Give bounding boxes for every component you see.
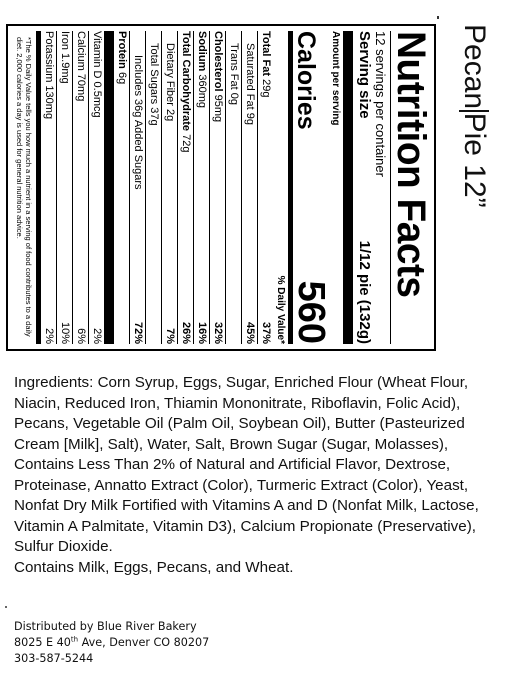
nutrient-amount: 0g (228, 92, 240, 105)
vitamin-amount: 70mg (75, 73, 87, 102)
product-title (457, 24, 491, 208)
nutrient-dv: 16% (196, 321, 208, 344)
ingredients-line: Vitamin A Palmitate, Vitamin D3), Calcium Propionate (Preservative), (14, 517, 477, 535)
vitamin-amount: 0.5mcg (91, 81, 103, 118)
vitamin-amount: 130mg (43, 85, 55, 120)
nutrient-label: Includes 36g Added Sugars (132, 55, 144, 190)
servings-per-container: 12 servings per container (373, 31, 388, 177)
distributor-block (14, 619, 314, 667)
nutrient-label: Dietary Fiber (164, 43, 176, 106)
nutrient-row-sodium (194, 31, 210, 344)
serving-size-row (353, 31, 373, 344)
nutrient-dv: 37% (260, 321, 272, 344)
nutrient-label: Protein (116, 31, 128, 69)
nutrient-amount: 29g (260, 79, 272, 98)
ingredients-line: Nonfat Dry Milk Fortified with Vitamins A and D (Nonfat Milk, Lactose, (14, 497, 479, 514)
nutrient-amount: 2g (164, 109, 176, 122)
footnote-text: *The % Daily Value tells you how much a nutrient in a serving of food contributes to a daily diet. 2,000 calories a day is used for general nutrition advice. (15, 37, 33, 337)
vitamin-label: Vitamin D (91, 31, 103, 79)
allergen-statement: Contains Milk, Eggs, Pecans, and Wheat. (14, 558, 294, 576)
ingredients-line: Niacin, Reduced Iron, Thiamin Mononitrate, Riboflavin, Folic Acid), (14, 394, 461, 412)
nutrient-label: Sodium (196, 31, 208, 72)
vitamin-amount: 1.9mg (59, 53, 71, 84)
vitamin-row-calcium (73, 31, 89, 344)
nutrient-dv: 45% (244, 321, 256, 344)
corner-tick (437, 16, 439, 19)
ingredients-line: Contains Less Than 2% of Natural and Artificial Flavor, Dextrose, (14, 456, 451, 473)
product-title-region (437, 24, 497, 274)
ingredients-line: Sulfur Dioxide. (14, 538, 113, 555)
ingredients-line: Cream [Milk], Salt), Water, Salt, Brown Sugar (Sugar, Molasses), (14, 435, 449, 453)
ingredients-block (14, 373, 506, 578)
nutrition-facts-panel (6, 24, 436, 351)
vitamin-label: Potassium (43, 31, 55, 83)
vitamin-label: Calcium (75, 31, 87, 71)
nutrient-row-saturated-fat (242, 31, 258, 344)
corner-mark (5, 606, 7, 608)
address-number: 8025 E 40 (14, 636, 71, 649)
vitamin-row-potassium (41, 31, 57, 344)
vitamin-dv: 6% (75, 328, 87, 344)
nutrient-label: Total Sugars (148, 43, 160, 105)
nutrition-facts-title: Nutrition Facts (389, 31, 433, 298)
nutrient-row-added-sugars (130, 31, 146, 344)
nutrient-amount: 37g (148, 107, 160, 126)
product-name-part1: Pecan (458, 24, 491, 110)
vitamin-dv: 2% (91, 328, 103, 344)
distributor-phone: 303-587-5244 (14, 652, 94, 665)
distributor-address (14, 635, 314, 651)
calories-row (290, 31, 332, 344)
title-divider (459, 110, 489, 112)
calories-value: 560 (290, 280, 332, 344)
vitamin-label: Iron (59, 31, 71, 50)
nutrition-label-region (6, 24, 436, 351)
vitamin-dv: 10% (59, 321, 71, 344)
nutrient-label: Trans Fat (228, 43, 240, 90)
nutrient-dv: 72% (132, 321, 144, 344)
address-rest: Ave, Denver CO 80207 (78, 636, 210, 649)
nutrient-row-dietary-fiber (162, 31, 178, 344)
vitamin-dv: 2% (43, 328, 55, 344)
nutrient-row-total-fat (258, 31, 273, 344)
nutrient-label: Total Carbohydrate (180, 31, 192, 132)
daily-value-header: % Daily Value* (275, 275, 286, 344)
nutrient-label: Total Fat (260, 31, 272, 77)
vitamin-row-vitamin-d (89, 31, 104, 344)
nutrient-amount: 6g (116, 71, 128, 85)
nutrient-row-total-sugars (146, 31, 162, 344)
nutrient-row-cholesterol (210, 31, 226, 344)
vitamin-row-iron (57, 31, 73, 344)
nutrient-label: Saturated Fat (244, 43, 256, 110)
amount-per-serving: Amount per serving (330, 31, 341, 126)
nutrient-amount: 72g (180, 134, 192, 153)
distributor-line: Distributed by Blue River Bakery (14, 620, 197, 633)
nutrient-amount: 95mg (212, 94, 224, 123)
nutrient-dv: 26% (180, 321, 192, 344)
product-name-part2: Pie 12” (458, 112, 491, 208)
serving-size-label: Serving size (356, 31, 373, 119)
nutrient-row-total-carbohydrate (178, 31, 194, 344)
ingredients-line: Proteinase, Annatto Extract (Color), Turmeric Extract (Color), Yeast, (14, 476, 469, 494)
address-ordinal: th (70, 635, 79, 644)
nutrient-amount: 9g (244, 112, 256, 125)
daily-value-footnote (15, 31, 36, 344)
calories-label: Calories (292, 31, 320, 130)
serving-size-value: 1/12 pie (132g) (356, 240, 373, 344)
nutrient-row-trans-fat (226, 31, 242, 344)
ingredients-line: Ingredients: Corn Syrup, Eggs, Sugar, Enriched Flour (Wheat Flour, (14, 374, 469, 391)
nutrient-amount: 360mg (196, 74, 208, 109)
ingredients-line: Pecans, Vegetable Oil (Palm Oil, Soybean Oil), Butter (Pasteurized (14, 415, 465, 432)
nutrient-label: Cholesterol (212, 31, 224, 92)
nutrient-dv: 32% (212, 321, 224, 344)
nutrient-row-protein (114, 31, 130, 344)
nutrient-dv: 7% (164, 328, 176, 344)
